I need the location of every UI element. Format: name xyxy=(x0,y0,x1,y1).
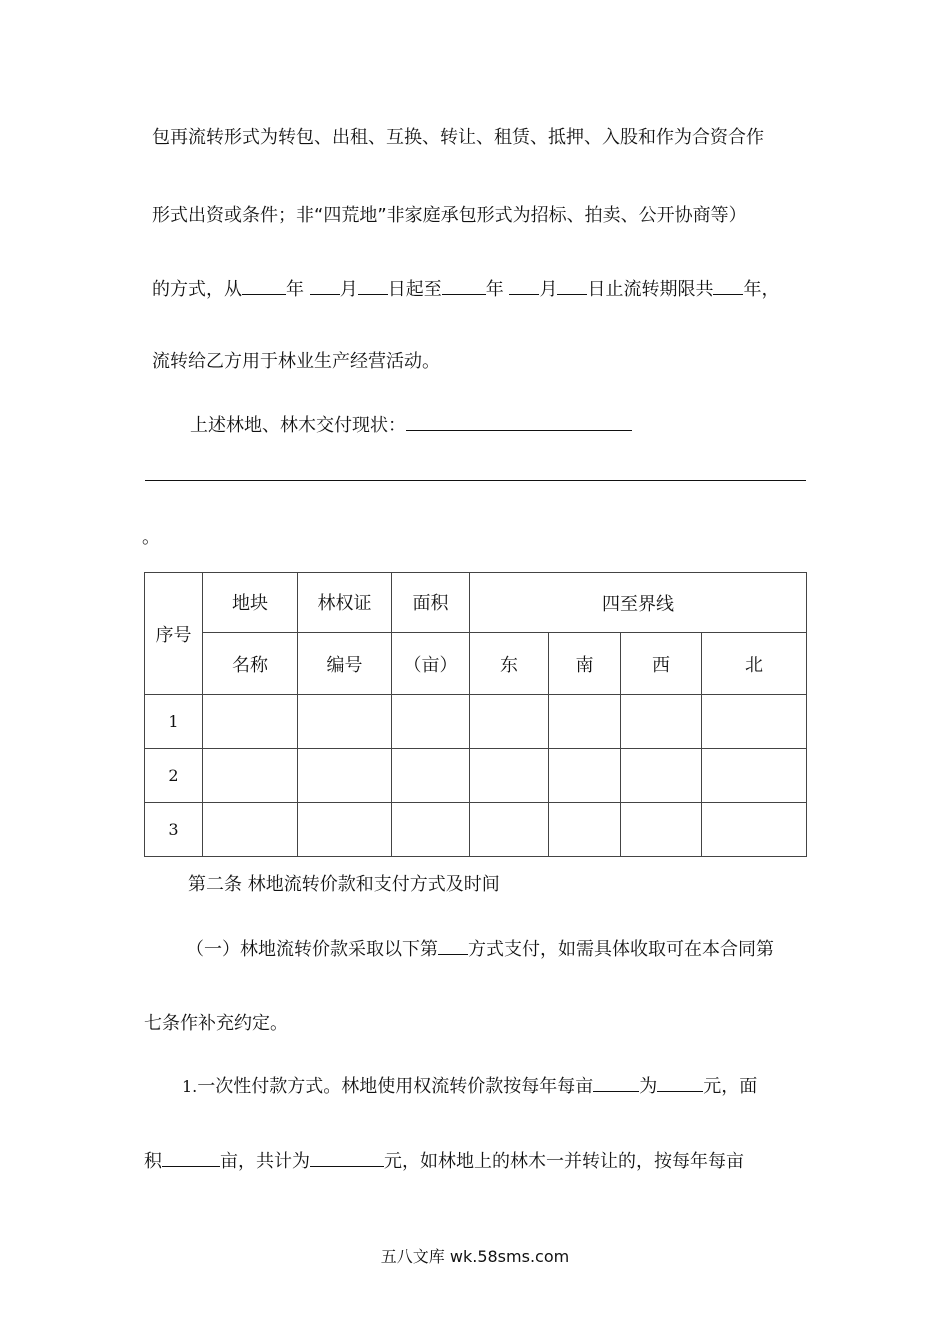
text-segment: 元，面 xyxy=(703,1076,758,1097)
item-number: 1. xyxy=(182,1077,198,1096)
table-cell xyxy=(702,695,807,749)
header-cert-no-bottom: 编号 xyxy=(298,633,392,695)
text-segment: 积 xyxy=(144,1151,162,1172)
section-2-para-3 xyxy=(182,1073,842,1099)
text-line-4: 流转给乙方用于林业生产经营活动。 xyxy=(152,351,440,372)
text-segment: 日起至 xyxy=(387,279,442,300)
text-segment: 年， xyxy=(743,279,780,300)
table-header-row xyxy=(145,573,807,633)
text-segment: 月 xyxy=(339,279,358,300)
blank-term-years xyxy=(713,276,743,295)
text-segment: 日止流转期限共 xyxy=(587,279,714,300)
header-north: 北 xyxy=(702,633,807,695)
text-segment: （一）林地流转价款采取以下第 xyxy=(186,939,438,960)
blank-line-full xyxy=(145,480,806,481)
row-seq: 2 xyxy=(145,749,203,803)
table-cell xyxy=(203,695,298,749)
footer-watermark: 五八文库 wk.58sms.com xyxy=(380,1247,570,1266)
text-segment: 方式支付，如需具体收取可在本合同第 xyxy=(468,939,774,960)
text-segment: 年 xyxy=(485,279,504,300)
text-segment: 的方式，从 xyxy=(152,279,242,300)
table-cell xyxy=(702,803,807,857)
section-2-para-1 xyxy=(186,936,846,962)
blank-year-end xyxy=(442,276,486,295)
text-segment: 年 xyxy=(286,279,304,300)
table-cell xyxy=(470,695,549,749)
table-cell xyxy=(549,749,621,803)
table-cell xyxy=(621,695,702,749)
text-segment: 上述林地、林木交付现状： xyxy=(190,415,406,436)
table-cell xyxy=(298,749,392,803)
row-seq: 3 xyxy=(145,803,203,857)
header-west: 西 xyxy=(621,633,702,695)
text-segment: 为 xyxy=(639,1076,658,1097)
section-2-para-4 xyxy=(144,1148,804,1174)
blank-price-unit xyxy=(593,1073,639,1092)
blank-price-amount xyxy=(657,1073,703,1092)
text-segment: 亩，共计为 xyxy=(220,1151,310,1172)
table-cell xyxy=(203,803,298,857)
section-2-para-2: 七条作补充约定。 xyxy=(144,1013,288,1034)
text-segment: 元，如林地上的林木一并转让的，按每年每亩 xyxy=(384,1151,744,1172)
row-seq: 1 xyxy=(145,695,203,749)
table-cell xyxy=(702,749,807,803)
header-seq: 序号 xyxy=(145,573,203,695)
text-line-1: 包再流转形式为转包、出租、互换、转让、租赁、抵押、入股和作为合资合作 xyxy=(152,127,764,148)
blank-payment-method xyxy=(438,936,468,955)
header-south: 南 xyxy=(549,633,621,695)
table-header-row xyxy=(145,633,807,695)
header-area-bottom: （亩） xyxy=(392,633,470,695)
table-cell xyxy=(470,749,549,803)
table-row xyxy=(145,803,807,857)
land-info-table xyxy=(144,572,807,857)
table-row xyxy=(145,695,807,749)
table-cell xyxy=(470,803,549,857)
blank-month-start xyxy=(310,276,340,295)
table-cell xyxy=(392,803,470,857)
blank-month-end xyxy=(509,276,539,295)
blank-area-mu xyxy=(162,1148,220,1167)
table-cell xyxy=(392,695,470,749)
header-plot-name-top: 地块 xyxy=(203,573,298,633)
blank-day-start xyxy=(358,276,388,295)
table-row xyxy=(145,749,807,803)
header-east: 东 xyxy=(470,633,549,695)
text-line-3 xyxy=(152,276,812,302)
blank-total-amount xyxy=(310,1148,384,1167)
table-cell xyxy=(392,749,470,803)
header-boundary: 四至界线 xyxy=(470,573,807,633)
blank-delivery-status xyxy=(406,412,632,431)
table-cell xyxy=(549,803,621,857)
section-2-title: 第二条 林地流转价款和支付方式及时间 xyxy=(188,874,500,895)
table-cell xyxy=(549,695,621,749)
table-cell xyxy=(621,803,702,857)
table-cell xyxy=(298,695,392,749)
header-plot-name-bottom: 名称 xyxy=(203,633,298,695)
text-segment: 月 xyxy=(539,279,558,300)
header-area-top: 面积 xyxy=(392,573,470,633)
blank-day-end xyxy=(557,276,587,295)
blank-year-start xyxy=(242,276,286,295)
text-line-5 xyxy=(190,412,850,438)
table-cell xyxy=(203,749,298,803)
text-line-2: 形式出资或条件；非“四荒地”非家庭承包形式为招标、拍卖、公开协商等） xyxy=(152,205,747,226)
header-cert-no-top: 林权证 xyxy=(298,573,392,633)
text-line-6: 。 xyxy=(142,527,160,548)
table-cell xyxy=(621,749,702,803)
text-segment: 一次性付款方式。林地使用权流转价款按每年每亩 xyxy=(197,1076,594,1097)
table-cell xyxy=(298,803,392,857)
